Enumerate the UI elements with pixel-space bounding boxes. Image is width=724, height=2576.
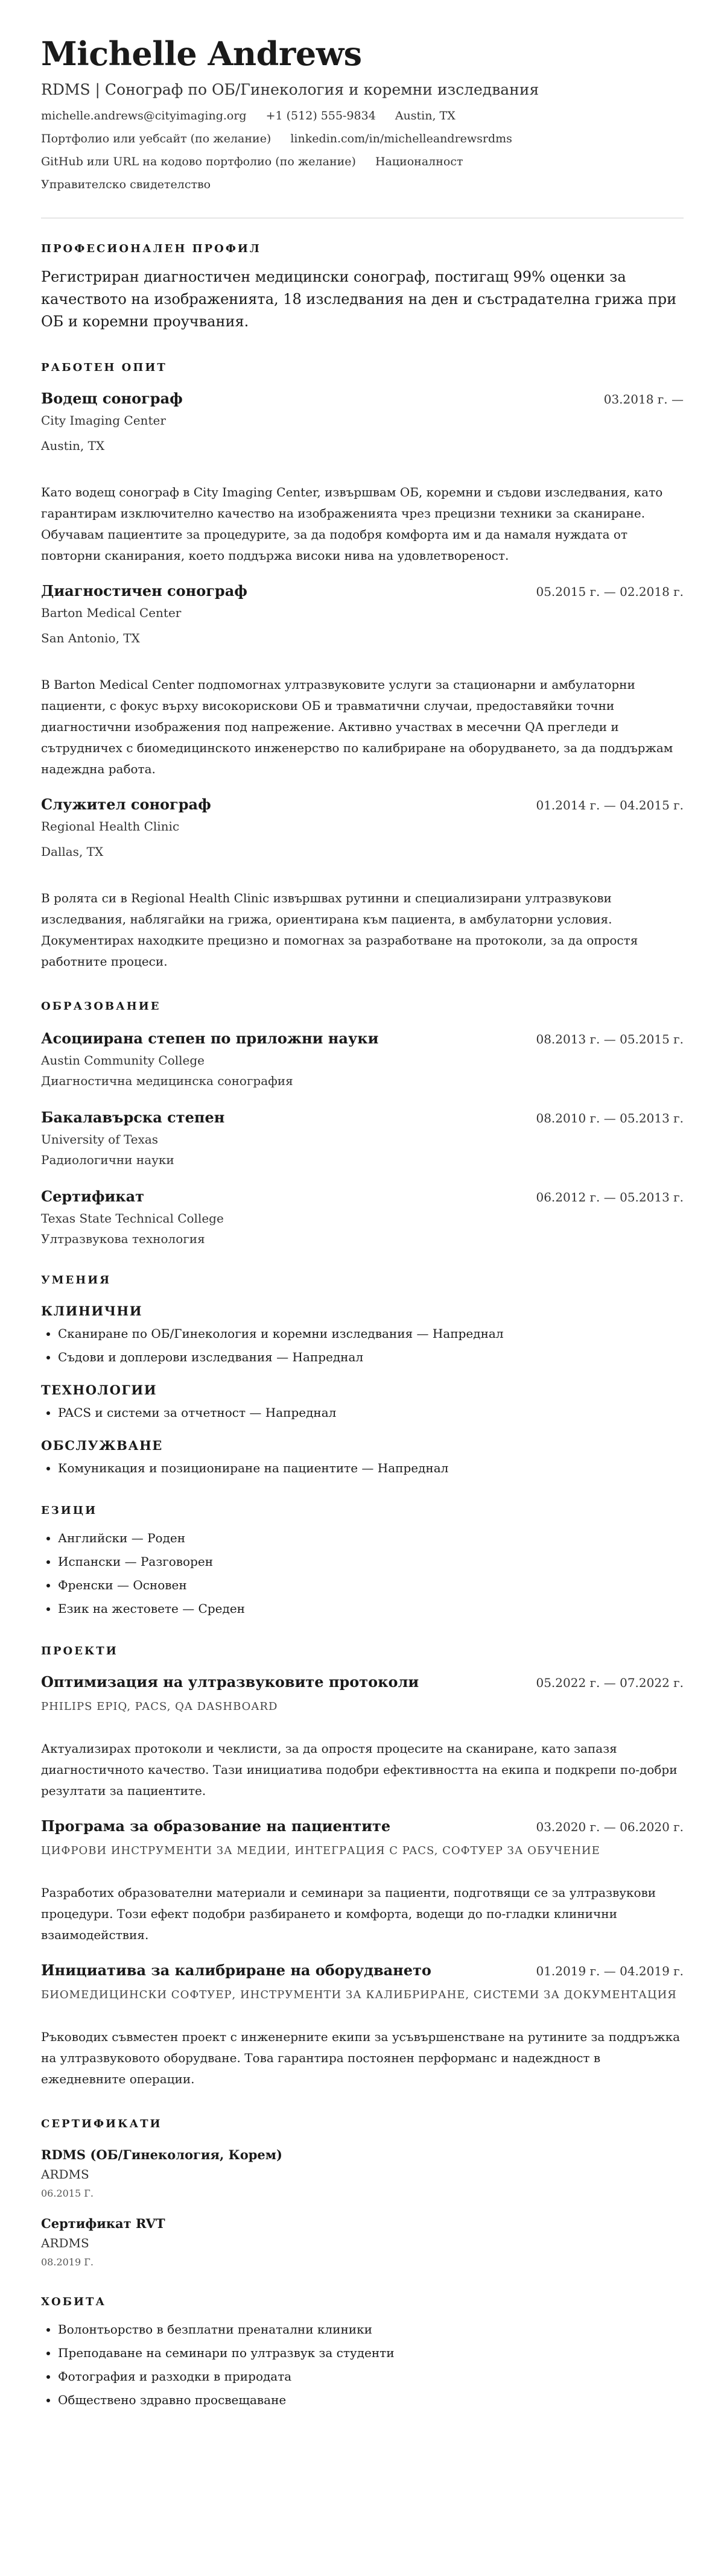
job-entry [41, 390, 684, 566]
degree-title: Асоциирана степен по приложни науки [41, 1029, 379, 1047]
skill-category: КЛИНИЧНИ [41, 1303, 143, 1318]
school-name: University of Texas [41, 1131, 159, 1147]
job-title: Водещ сонограф [41, 389, 183, 407]
certification-entry [41, 2147, 684, 2199]
certification-issuer: ARDMS [41, 2166, 89, 2182]
project-title: Програма за образование на пациентите [41, 1817, 391, 1835]
education-entry [41, 1109, 684, 1167]
profile-summary: Регистриран диагностичен медицински сонограф, постигащ 99% оценки за качеството на изображенията, 18 изследвания на ден и състрадателна грижа при ОБ и коремни проучвания. [41, 268, 677, 331]
job-title: Служител сонограф [41, 795, 211, 813]
education-dates: 08.2013 г. — 05.2015 г. [536, 1031, 684, 1046]
resume-header [41, 35, 684, 191]
list-item: • Сканиране по ОБ/Гинекология и коремни изследвания — Напреднал [58, 1326, 684, 1342]
skill-list [41, 1405, 684, 1421]
skills-section [41, 1274, 684, 1476]
education-section [41, 1000, 684, 1246]
job-dates: 05.2015 г. — 02.2018 г. [536, 584, 684, 599]
section-heading: ХОБИТА [41, 2295, 107, 2308]
skill-list [41, 1460, 684, 1476]
job-location: Austin, TX [41, 438, 105, 453]
list-item: • Френски — Основен [58, 1577, 684, 1593]
project-entry [41, 1817, 684, 1946]
job-description: Като водещ сонограф в City Imaging Center, извършвам ОБ, коремни и съдови изследвания, като гарантирам изключително качество на изображенията чрез прецизни техники за сканиране. Обучавам пациентите за процедурите, за да подобря комфорта им и да намаля нуждата от повторни сканирания, което поддържа високи нива на удовлетвореност. [41, 484, 663, 563]
job-description: В ролята си в Regional Health Clinic извършвах рутинни и специализирани ултразвукови изследвания, наблягайки на грижа, ориентирана към пациента, в амбулаторни условия. Документирах находките прецизно и помогнах за разработване на протоколи, за да опростя работните процеси. [41, 890, 638, 969]
email-link[interactable]: michelle.andrews@cityimaging.org [41, 109, 247, 123]
certification-name: RDMS (ОБ/Гинекология, Корем) [41, 2147, 282, 2162]
project-description: Ръководих съвместен проект с инженерните екипи за усъвършенстване на рутините за поддръжка на ултразвуковото оборудване. Това гарантира постоянен перформанс и надеждност в ежедневните операции. [41, 2029, 681, 2086]
job-entry [41, 796, 684, 972]
profile-section [41, 242, 684, 334]
list-item: • Волонтьорство в безплатни пренатални клиники [58, 2321, 684, 2338]
phone-text: +1 (512) 555-9834 [265, 109, 376, 123]
education-entry [41, 1188, 684, 1246]
project-entry [41, 1673, 684, 1802]
job-company: City Imaging Center [41, 413, 166, 428]
language-list [41, 1530, 684, 1617]
project-description: Разработих образователни материали и семинари за пациенти, подготвящи се за ултразвукови процедури. Този ефект подобри разбирането и комфорта, водещи до по-гладки клинични взаимодействия. [41, 1885, 656, 1942]
list-item: • Език на жестовете — Среден [58, 1601, 684, 1617]
certifications-section [41, 2118, 684, 2268]
job-dates: 03.2018 г. — [603, 391, 684, 407]
section-heading: ОБРАЗОВАНИЕ [41, 999, 161, 1013]
candidate-name: Michelle Andrews [41, 34, 362, 73]
hobbies-section [41, 2296, 684, 2408]
certification-entry [41, 2216, 684, 2268]
education-dates: 06.2012 г. — 05.2013 г. [536, 1189, 684, 1204]
education-entry [41, 1030, 684, 1088]
skill-category: ТЕХНОЛОГИИ [41, 1382, 157, 1397]
languages-section [41, 1504, 684, 1617]
education-dates: 08.2010 г. — 05.2013 г. [536, 1110, 684, 1125]
list-item: • Комуникация и позициониране на пациентите — Напреднал [58, 1460, 684, 1476]
job-company: Barton Medical Center [41, 605, 182, 620]
job-location: San Antonio, TX [41, 630, 140, 645]
contact-info [41, 109, 684, 191]
hobby-list [41, 2321, 684, 2408]
project-title: Оптимизация на ултразвуковите протоколи [41, 1673, 419, 1691]
contact-row [41, 109, 684, 122]
skill-list [41, 1326, 684, 1366]
github-link[interactable]: GitHub или URL на кодово портфолио (по желание) [41, 155, 356, 169]
contact-row [41, 155, 684, 168]
candidate-title: RDMS | Сонограф по ОБ/Гинекология и коремни изследвания [41, 81, 539, 99]
section-heading: ЕЗИЦИ [41, 1504, 98, 1517]
portfolio-link[interactable]: Портфолио или уебсайт (по желание) [41, 132, 272, 146]
project-tags: PHILIPS EPIQ, PACS, QA DASHBOARD [41, 1700, 278, 1713]
section-heading: СЕРТИФИКАТИ [41, 2117, 162, 2130]
certification-date: 06.2015 Г. [41, 2187, 94, 2199]
degree-title: Сертификат [41, 1187, 145, 1205]
license-text: Управителско свидетелство [41, 178, 211, 192]
certification-date: 08.2019 Г. [41, 2256, 94, 2268]
job-dates: 01.2014 г. — 04.2015 г. [536, 797, 684, 812]
skill-category: ОБСЛУЖВАНЕ [41, 1437, 163, 1453]
certification-name: Сертификат RVT [41, 2215, 165, 2231]
certification-issuer: ARDMS [41, 2235, 89, 2250]
list-item: • Фотография и разходки в природата [58, 2369, 684, 2385]
contact-row [41, 132, 684, 145]
school-name: Austin Community College [41, 1052, 205, 1068]
project-description: Актуализирах протоколи и чеклисти, за да опростя процесите на сканиране, като запазя диагностичното качество. Тази инициатива подобри ефективността на екипа и подкрепи по-добри резултати за пациентите. [41, 1741, 678, 1798]
job-title: Диагностичен сонограф [41, 581, 247, 600]
project-title: Инициатива за калибриране на оборудването [41, 1961, 431, 1979]
experience-section [41, 361, 684, 972]
degree-title: Бакалавърска степен [41, 1108, 225, 1126]
projects-section [41, 1645, 684, 2090]
study-field: Диагностична медицинска сонография [41, 1073, 293, 1088]
section-heading: ПРОФЕСИОНАЛЕН ПРОФИЛ [41, 242, 261, 256]
job-entry [41, 582, 684, 780]
location-text: Austin, TX [395, 109, 456, 123]
section-heading: УМЕНИЯ [41, 1273, 112, 1286]
nationality-text: Националност [375, 155, 463, 169]
section-heading: ПРОЕКТИ [41, 1644, 118, 1657]
study-field: Радиологични науки [41, 1152, 174, 1167]
list-item: • Преподаване на семинари по ултразвук за студенти [58, 2345, 684, 2361]
school-name: Texas State Technical College [41, 1210, 224, 1226]
project-dates: 01.2019 г. — 04.2019 г. [536, 1963, 684, 1978]
list-item: • PACS и системи за отчетност — Напреднал [58, 1405, 684, 1421]
contact-row [41, 178, 684, 191]
section-heading: РАБОТЕН ОПИТ [41, 361, 167, 374]
list-item: • Съдови и доплерови изследвания — Напреднал [58, 1349, 684, 1366]
project-dates: 05.2022 г. — 07.2022 г. [536, 1675, 684, 1690]
project-dates: 03.2020 г. — 06.2020 г. [536, 1819, 684, 1834]
linkedin-link[interactable]: linkedin.com/in/michelleandrewsrdms [290, 132, 512, 146]
study-field: Ултразвукова технология [41, 1231, 205, 1246]
list-item: • Испански — Разговорен [58, 1554, 684, 1570]
project-tags: ЦИФРОВИ ИНСТРУМЕНТИ ЗА МЕДИИ, ИНТЕГРАЦИЯ С PACS, СОФТУЕР ЗА ОБУЧЕНИЕ [41, 1844, 600, 1857]
list-item: • Английски — Роден [58, 1530, 684, 1546]
list-item: • Обществено здравно просвещаване [58, 2392, 684, 2408]
project-entry [41, 1961, 684, 2090]
project-tags: БИОМЕДИЦИНСКИ СОФТУЕР, ИНСТРУМЕНТИ ЗА КАЛИБРИРАНЕ, СИСТЕМИ ЗА ДОКУМЕНТАЦИЯ [41, 1988, 677, 2001]
job-company: Regional Health Clinic [41, 818, 180, 834]
job-location: Dallas, TX [41, 844, 104, 859]
job-description: В Barton Medical Center подпомогнах ултразвуковите услуги за стационарни и амбулаторни пациенти, с фокус върху високорискови ОБ и травматични случаи, предоставяйки точни диагностични изображения под напрежение. Активно участвах в месечни QA прегледи и сътрудничех с биомедицинското инженерство по калибриране на оборудването, за да поддържам надеждна работа. [41, 677, 673, 776]
